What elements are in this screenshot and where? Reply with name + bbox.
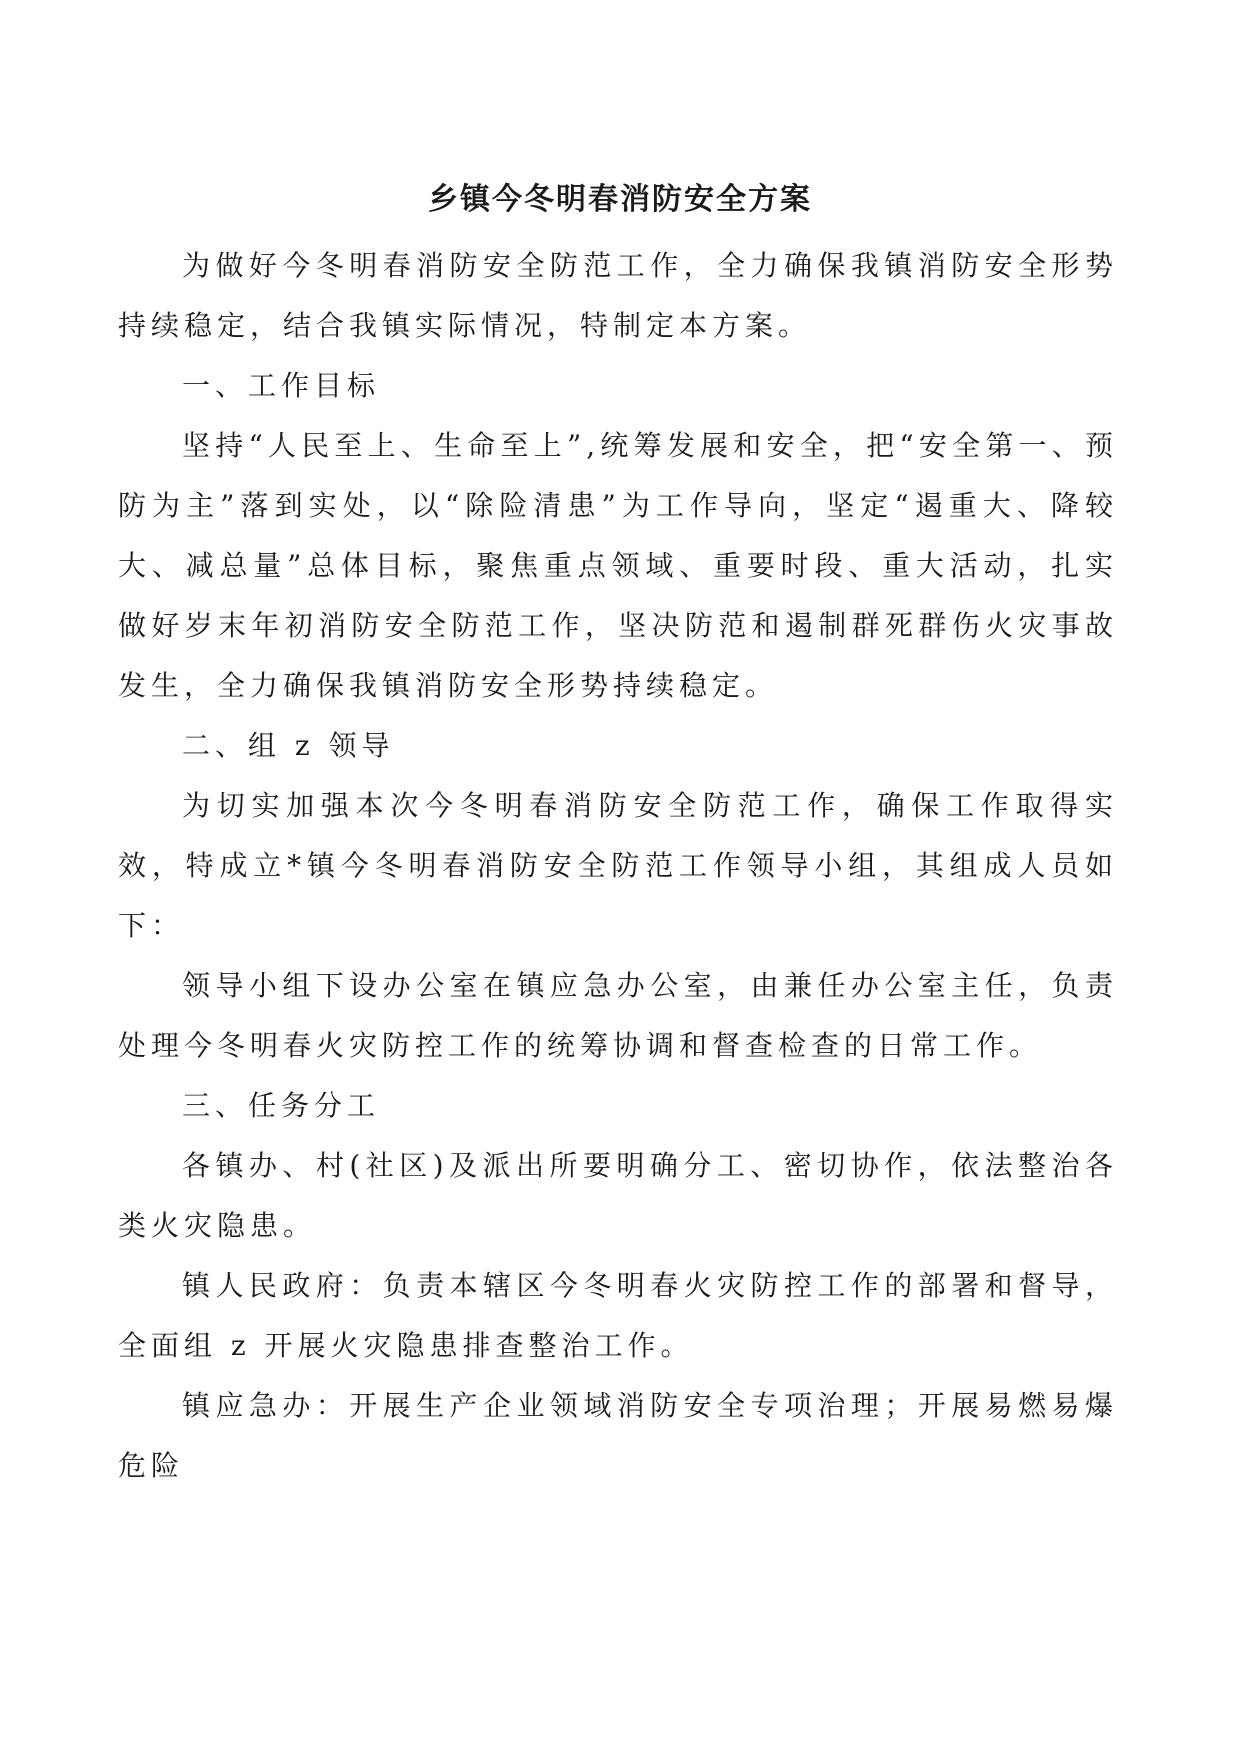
section-heading-leadership: 二、组 z 领导: [182, 729, 395, 762]
tasks-paragraph: 各镇办、村(社区)及派出所要明确分工、密切协作，依法整治各类火灾隐患。: [118, 1149, 1118, 1242]
emergency-office-paragraph: 镇应急办：开展生产企业领域消防安全专项治理；开展易燃易爆危险: [118, 1389, 1118, 1482]
office-paragraph: 领导小组下设办公室在镇应急办公室，由兼任办公室主任，负责处理今冬明春火灾防控工作的统筹协调和督查检查的日常工作。: [118, 969, 1118, 1062]
document-title: 乡镇今冬明春消防安全方案: [428, 182, 812, 217]
section-heading-tasks: 三、任务分工: [182, 1089, 381, 1122]
government-duty-paragraph: 镇人民政府：负责本辖区今冬明春火灾防控工作的部署和督导，全面组 z 开展火灾隐患排查整治工作。: [118, 1269, 1118, 1362]
intro-paragraph: 为做好今冬明春消防安全防范工作，全力确保我镇消防安全形势持续稳定，结合我镇实际情况，特制定本方案。: [118, 249, 1118, 342]
document-body: [118, 236, 1118, 1496]
leadership-paragraph: 为切实加强本次今冬明春消防安全防范工作，确保工作取得实效，特成立*镇今冬明春消防安全防范工作领导小组，其组成人员如下：: [118, 789, 1118, 942]
goals-paragraph: 坚持“人民至上、生命至上”,统筹发展和安全，把“安全第一、预防为主”落到实处，以“除险清患”为工作导向，坚定“遏重大、降较大、减总量”总体目标，聚焦重点领域、重要时段、重大活动，扎实做好岁末年初消防安全防范工作，坚决防范和遏制群死群伤火灾事故发生，全力确保我镇消防安全形势持续稳定。: [118, 429, 1118, 702]
section-heading-goals: 一、工作目标: [182, 369, 381, 402]
